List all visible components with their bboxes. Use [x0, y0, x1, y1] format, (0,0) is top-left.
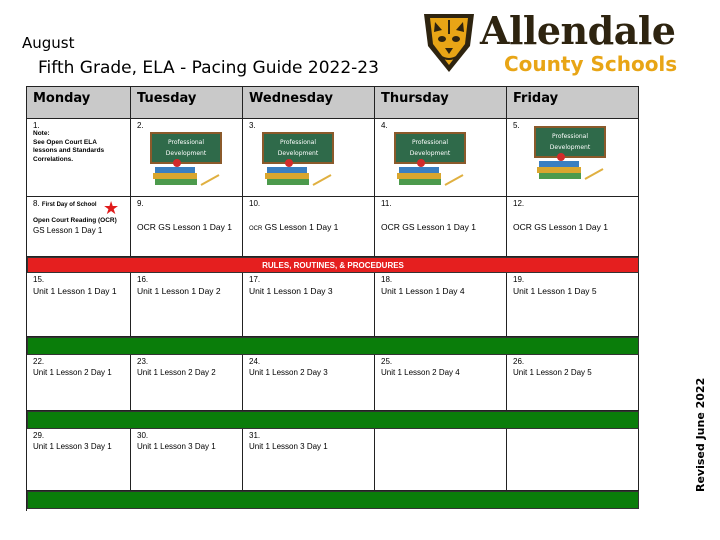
weekday-thursday: Thursday	[375, 87, 507, 119]
lesson-text: Unit 1 Lesson 2 Day 1	[33, 368, 112, 377]
lesson-text: Unit 1 Lesson 1 Day 4	[381, 286, 465, 296]
note-line: lessons and Standards	[33, 147, 105, 154]
lesson-text: Unit 1 Lesson 1 Day 2	[137, 286, 221, 296]
pacing-calendar	[26, 86, 639, 511]
rules-routines-banner: RULES, ROUTINES, & PROCEDURES	[27, 257, 639, 273]
pd-label-1: Professional	[551, 133, 589, 140]
day-number: 30.	[137, 431, 149, 440]
day-cell-22	[27, 355, 131, 411]
day-cell-25	[375, 355, 507, 411]
lesson-text: Unit 1 Lesson 1 Day 1	[33, 286, 117, 296]
lesson-text: Unit 1 Lesson 2 Day 3	[249, 368, 328, 377]
day-number: 9.	[137, 199, 144, 208]
day-number: 26.	[513, 357, 525, 366]
day-cell-17	[243, 273, 375, 337]
green-divider-banner	[27, 411, 639, 429]
day-cell-1	[27, 119, 131, 197]
green-divider-banner	[27, 491, 639, 509]
professional-development-icon	[145, 131, 227, 191]
day-cell-18	[375, 273, 507, 337]
day-number: 23.	[137, 357, 149, 366]
logo-name: Allendale	[480, 8, 676, 53]
day-number: 29.	[33, 431, 45, 440]
lesson-text: Unit 1 Lesson 3 Day 1	[137, 442, 216, 451]
day-number: 17.	[249, 275, 261, 284]
day-cell-19	[507, 273, 639, 337]
day-cell-11	[375, 197, 507, 257]
professional-development-icon	[529, 125, 611, 185]
day-number: 18.	[381, 275, 393, 284]
day-cell-23	[131, 355, 243, 411]
district-logo	[420, 8, 680, 78]
day-cell-12	[507, 197, 639, 257]
day-number: 25.	[381, 357, 393, 366]
day-number-value: 8.	[33, 199, 40, 208]
page-title: Fifth Grade, ELA - Pacing Guide 2022-23	[38, 58, 379, 78]
lesson-text: Unit 1 Lesson 1 Day 3	[249, 286, 333, 296]
day-number: 10.	[249, 199, 261, 208]
day-number: 11.	[381, 199, 392, 208]
day-number: 19.	[513, 275, 525, 284]
day-cell-5	[507, 119, 639, 197]
weekday-wednesday: Wednesday	[243, 87, 375, 119]
day-number: 22.	[33, 357, 45, 366]
day-number: 3.	[249, 121, 256, 130]
day-number: 2.	[137, 121, 144, 130]
day-cell-24	[243, 355, 375, 411]
day-cell-10	[243, 197, 375, 257]
pd-label-1: Professional	[411, 139, 449, 146]
lesson-text: Unit 1 Lesson 3 Day 1	[33, 442, 112, 451]
lesson-text: Unit 1 Lesson 2 Day 4	[381, 368, 460, 377]
day-cell-29	[27, 429, 131, 491]
day-number: 5.	[513, 121, 520, 130]
pd-label-2: Development	[165, 150, 207, 157]
day-number: 12.	[513, 199, 525, 208]
weekday-tuesday: Tuesday	[131, 87, 243, 119]
pd-label-2: Development	[277, 150, 319, 157]
day-cell-30	[131, 429, 243, 491]
day-number: 15.	[33, 275, 45, 284]
day-cell-4	[375, 119, 507, 197]
day-number: 4.	[381, 121, 388, 130]
day-cell-16	[131, 273, 243, 337]
day-cell-9	[131, 197, 243, 257]
lesson-line	[249, 222, 374, 232]
lesson-text: Unit 1 Lesson 2 Day 2	[137, 368, 216, 377]
ocr-label: Open Court Reading (OCR)	[33, 217, 117, 224]
first-day-label: First Day of School	[41, 202, 97, 208]
day-cell-empty	[375, 429, 507, 491]
pd-label-1: Professional	[167, 139, 205, 146]
day-cell-8	[27, 197, 131, 257]
weekday-monday: Monday	[27, 87, 131, 119]
day-number: 16.	[137, 275, 149, 284]
day-number: 1.	[33, 121, 40, 130]
lesson-text: GS Lesson 1 Day 1	[33, 225, 103, 235]
ocr-abbrev: OCR	[249, 226, 263, 232]
tiger-mascot-icon	[420, 12, 478, 74]
day-cell-31	[243, 429, 375, 491]
logo-subtitle: County Schools	[504, 52, 678, 76]
lesson-text: Unit 1 Lesson 1 Day 5	[513, 286, 597, 296]
weekday-friday: Friday	[507, 87, 639, 119]
day-cell-empty	[507, 429, 639, 491]
pd-label-2: Development	[409, 150, 451, 157]
lesson-text: Unit 1 Lesson 2 Day 5	[513, 368, 592, 377]
lesson-text: GS Lesson 1 Day 1	[262, 222, 339, 232]
day-number: 24.	[249, 357, 261, 366]
day-number: 31.	[249, 431, 261, 440]
professional-development-icon	[257, 131, 339, 191]
lesson-text: OCR GS Lesson 1 Day 1	[513, 222, 608, 232]
day-cell-2	[131, 119, 243, 197]
day-cell-15	[27, 273, 131, 337]
day-cell-26	[507, 355, 639, 411]
pd-label-2: Development	[549, 144, 591, 151]
pd-label-1: Professional	[279, 139, 317, 146]
day-cell-3	[243, 119, 375, 197]
note-heading: Note:	[33, 130, 50, 137]
note-line: See Open Court ELA	[33, 138, 97, 146]
professional-development-icon	[389, 131, 471, 191]
lesson-text: OCR GS Lesson 1 Day 1	[137, 222, 232, 232]
revised-date: Revised June 2022	[694, 377, 707, 492]
lesson-text: OCR GS Lesson 1 Day 1	[381, 222, 476, 232]
green-divider-banner	[27, 337, 639, 355]
note-line: Correlations.	[33, 155, 74, 163]
lesson-text: Unit 1 Lesson 3 Day 1	[249, 442, 328, 451]
star-icon: ★	[103, 198, 120, 218]
month-label: August	[22, 34, 75, 52]
